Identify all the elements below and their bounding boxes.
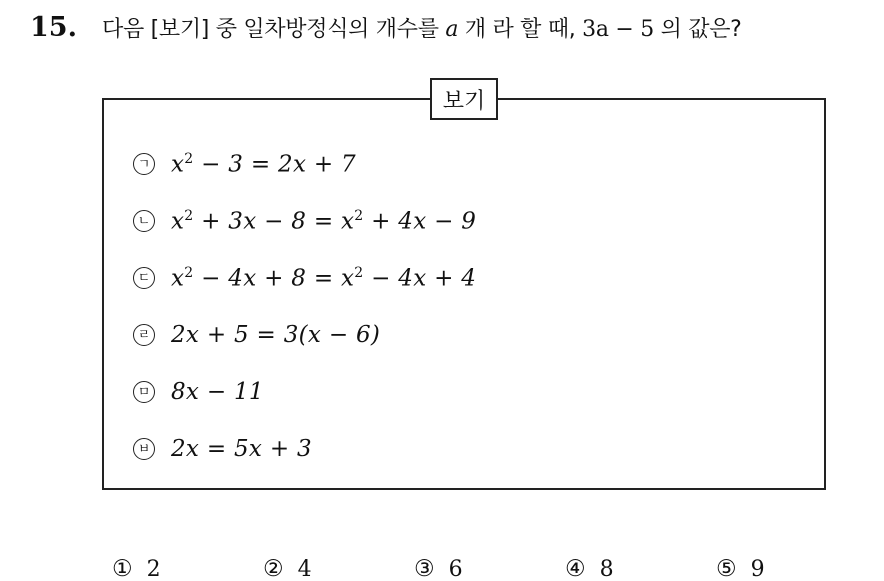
choice-3[interactable] xyxy=(414,556,463,581)
question-text-prefix: 다음 [보기] 중 일차방정식의 개수를 xyxy=(102,17,446,42)
item-equation: 2x = 5x + 3 xyxy=(171,436,312,462)
item-marker: ㄷ xyxy=(133,267,155,289)
choice-marker: ⑤ xyxy=(716,556,737,581)
example-item-5 xyxy=(133,375,264,409)
question-text xyxy=(102,12,742,43)
item-marker: ㄴ xyxy=(133,210,155,232)
example-item-1 xyxy=(133,147,356,181)
choice-marker: ③ xyxy=(414,556,435,581)
example-item-2 xyxy=(133,204,476,238)
item-equation: $x^2 + 3x - 8 = x^2 + 4x - 9$ xyxy=(171,207,477,235)
question-number: 15. xyxy=(30,12,77,43)
choice-value: 4 xyxy=(297,556,312,581)
item-marker: ㄹ xyxy=(133,324,155,346)
question xyxy=(30,12,742,43)
example-box-title: 보기 xyxy=(430,78,498,120)
choice-value: 9 xyxy=(750,556,765,581)
example-item-6 xyxy=(133,432,312,466)
item-equation: 2x + 5 = 3(x − 6) xyxy=(171,322,381,348)
question-text-middle: 개 라 할 때, xyxy=(458,17,583,42)
item-equation: 8x − 11 xyxy=(171,379,264,405)
choice-value: 8 xyxy=(599,556,614,581)
choice-marker: ② xyxy=(263,556,284,581)
item-marker: ㅂ xyxy=(133,438,155,460)
choice-1[interactable] xyxy=(112,556,161,581)
choice-2[interactable] xyxy=(263,556,312,581)
choice-marker: ④ xyxy=(565,556,586,581)
choice-value: 6 xyxy=(448,556,463,581)
choice-value: 2 xyxy=(146,556,161,581)
choice-4[interactable] xyxy=(565,556,614,581)
question-expression: 3a − 5 xyxy=(582,17,654,42)
example-item-3 xyxy=(133,261,476,295)
item-marker: ㄱ xyxy=(133,153,155,175)
item-equation: $x^2 - 4x + 8 = x^2 - 4x + 4$ xyxy=(171,264,477,292)
example-item-4 xyxy=(133,318,380,352)
choice-marker: ① xyxy=(112,556,133,581)
question-variable: a xyxy=(445,17,459,42)
item-equation: $x^2 - 3 = 2x + 7$ xyxy=(171,150,356,178)
item-marker: ㅁ xyxy=(133,381,155,403)
question-text-suffix: 의 값은? xyxy=(653,17,742,42)
choice-5[interactable] xyxy=(716,556,765,581)
